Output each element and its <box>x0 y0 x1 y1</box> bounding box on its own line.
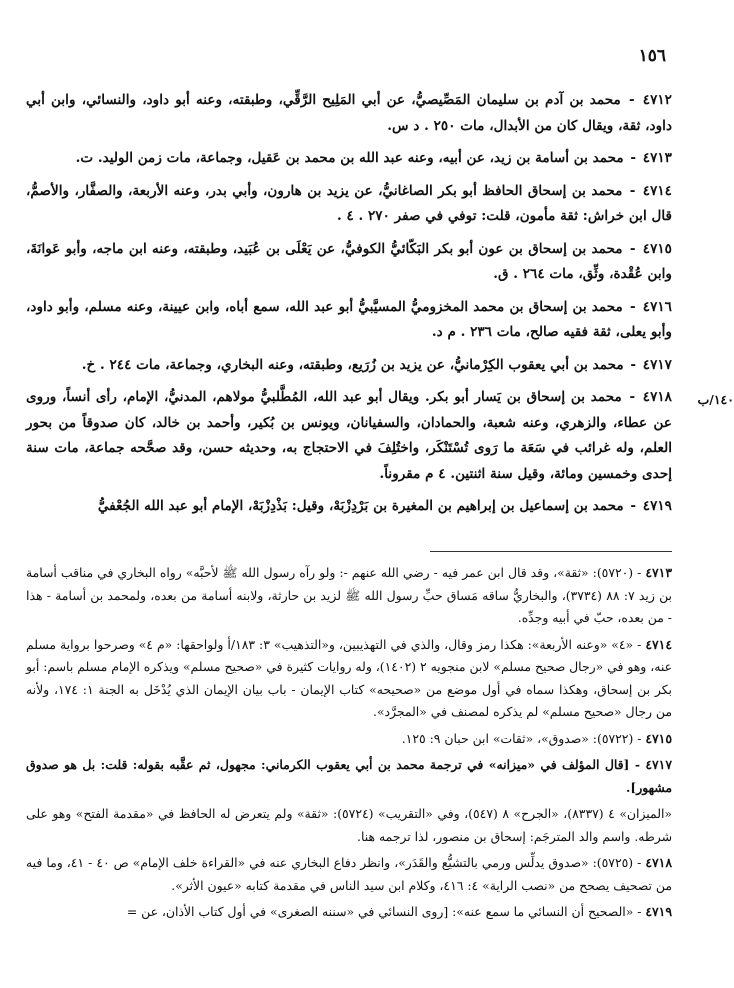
entry-text: محمد بن إسحاق بن يَسار أبو بكر. ويقال أبو عبد الله، المُطَّلبيُّ مولاهم، المدنيُّ، الإمام، رأى أنساً، وروى عن عطاء، والزهري، وعنه شعبة، والحمادان، والسفيانان، ويونس بن بُكير، وأحمد بن خالد، كان صدوقاً من بحور العلم، وله غرائب في سَعَة ما رَوى تُسْتَنْكَر، واختُلِفَ في الاحتجاج به، وحديثه حسن، وقد صحَّحه جماعة، مات سنة إحدى وخمسين ومائة، وقيل سنة اثنتين. ٤ م مقروناً. <box>26 389 672 482</box>
entry-text: محمد بن آدم بن سليمان المَصِّيصيُّ، عن أبي المَلِيح الرَّقِّي، وطبقته، وعنه أبو داود، والنسائي، وابن أبي داود، ثقة، ويقال كان من الأبدال، مات ٢٥٠ . د س. <box>26 92 672 134</box>
entry-dash: - <box>624 182 641 199</box>
footnote-dash: - <box>633 565 646 580</box>
footnote <box>26 634 672 724</box>
footnote-dash: - <box>633 636 646 652</box>
footnotes-list <box>26 562 672 928</box>
entry-dash: - <box>623 389 641 405</box>
entry-number: ٤٧١٧ <box>642 356 672 373</box>
entry <box>26 353 672 379</box>
entry-number: ٤٧١٣ <box>642 150 672 166</box>
footnote <box>26 901 672 924</box>
footnote-number: ٤٧١٥ <box>645 730 672 746</box>
entry-text: محمد بن أسامة بن زيد، عن أبيه، وعنه عبد الله بن محمد بن عَقيل، وجماعة، مات زمن الوليد. ت. <box>75 150 624 166</box>
entry-number: ٤٧١٥ <box>642 240 672 257</box>
entry-number: ٤٧١٤ <box>642 182 672 199</box>
entry-dash: - <box>625 150 641 166</box>
entry <box>26 295 672 346</box>
footnote-number: ٤٧١٤ <box>645 636 672 652</box>
footnote-text: «الميزان» ٤ (٨٣٣٧)، «الجرح» ٨ (٥٤٧)، وفي «التقريب» (٥٧٢٤): «ثقة» ولم يتعرض له الحافظ في «مقدمة الفتح» وهو على شرطه. واسم والد المترجَم: إسحاق بن منصور، لذا ترجمه هنا. <box>26 806 672 844</box>
footnote-dash: - <box>629 757 646 772</box>
entry <box>26 88 672 139</box>
footnote <box>26 562 672 630</box>
entry-text: محمد بن إسحاق بن محمد المخزوميُّ المسيَّبيُّ أبو عبد الله، سمع أباه، وابن عيينة، وعنه مسلم، وأبو داود، وأبو يعلى، ثقة فقيه صالح، مات ٢٣٦ . م د. <box>26 298 672 340</box>
entry <box>26 494 672 520</box>
footnote-text: (٥٧٢٠): «ثقة»، وقد قال ابن عمر فيه - رضي الله عنهم -: ولو رآه رسول الله ﷺ لأحبَّه» رواه البخاري في مناقب أسامة بن زيد ٧: ٨٨ (٣٧٣٤)، والبخاريُّ ساقه مَساق حبِّ رسول الله ﷺ لزيد بن حارثة، ولابنه أسامة من بعده، ولمحمد بن أسامة - هذا - من بعده، حبّ في أبيه وجدِّه. <box>26 565 672 625</box>
footnote <box>26 728 672 751</box>
footnote-text: «الصحيح أن النسائي ما سمع عنه»: [روى النسائي في «سننه الصغرى» في أول كتاب الأذان، عن = <box>126 904 634 919</box>
footnote <box>26 754 672 799</box>
entry-dash: - <box>625 498 641 514</box>
footnote-text: [قال المؤلف في «ميزانه» في ترجمة محمد بن أبي يعقوب الكرماني: مجهول، ثم عقَّبه بقوله: قلت: بل هو صدوق مشهور]. <box>26 757 672 795</box>
entry-number: ٤٧١٩ <box>642 498 672 514</box>
entry-dash: - <box>625 356 641 373</box>
footnote-number: ٤٧١٩ <box>645 904 672 919</box>
footnote-number: ٤٧١٣ <box>645 565 672 580</box>
footnote-text: «٤» «وعنه الأربعة»: هكذا رمز وقال، والذي في التهذيبين، و«التذهيب» ٣: ١٨٣/أ ولواحقها: «م ٤» وصرحوا برواية مسلم عنه، وهو في «رجال صحيح مسلم» لابن منجويه ٢ (١٤٠٢)، وله روايات كثيرة في «صحيح مسلم» ويذكره الإمام مسلم باسم: أبو بكر بن إسحاق، وهكذا سماه في أول موضع من «صحيحه» كتاب الإيمان - باب بيان الإيمان الذي يُدْخَل به الجنة ١: ١٧٤، ولأنه من رجال «صحيح مسلم» لم يذكره لمصنف في «المجرَّد». <box>26 636 672 719</box>
entry-dash: - <box>624 298 641 315</box>
entry-dash: - <box>622 92 641 108</box>
manuscript-folio-marker: ١٤٠/ب <box>697 392 734 407</box>
footnote-number: ٤٧١٧ <box>645 757 672 772</box>
entry <box>26 385 734 487</box>
entry <box>26 146 672 172</box>
entry-number: ٤٧١٨ <box>642 389 672 405</box>
page-number: ١٥٦ <box>638 46 666 66</box>
footnote-text: (٥٧٢٥): «صدوق يدلِّس ورمي بالتشيُّع والقَدَر»، وانظر دفاع البخاري عنه في «القراءة خلف الإمام» ص ٤٠ - ٤١، وما فيه من تصحيف يصحح من «نصب الراية» ٤: ٤١٦، وكلام ابن سيد الناس في مقدمة كتابه «عيون الأثر». <box>26 855 672 893</box>
footnote-text: (٥٧٢٢): «صدوق»، «ثقات» ابن حبان ٩: ١٢٥. <box>401 730 634 746</box>
entry-text: محمد بن إسماعيل بن إبراهيم بن المغيرة بن بَرْدِزْبَهْ، وقيل: بَذْدِزْبَهْ، الإمام أبو عبد الله الجُعْفيُّ <box>97 498 624 514</box>
footnote-divider <box>430 551 672 552</box>
entry <box>26 179 672 230</box>
footnote-dash: - <box>633 730 646 746</box>
footnote <box>26 803 672 848</box>
entry <box>26 237 672 288</box>
footnote-number: ٤٧١٨ <box>645 855 672 870</box>
entry-text: محمد بن إسحاق بن عون أبو بكر البَكّائيُّ الكوفيُّ، عن يَعْلَى بن عُبَيد، وطبقته، وعنه ابن ماجه، وأبو عَوانَةَ، وابن عُقْدة، وثِّق، مات ٢٦٤ . ق. <box>26 240 672 282</box>
footnote-dash: - <box>633 904 646 919</box>
entry-text: محمد بن أبي يعقوب الكِرْمانيُّ، عن يزيد بن زُرَيع، وطبقته، وعنه البخاري، وجماعة، مات ٢٤٤ . خ. <box>81 356 624 373</box>
entry-dash: - <box>624 240 641 257</box>
footnote-dash: - <box>633 855 646 870</box>
footnote <box>26 852 672 897</box>
entry-text: محمد بن إسحاق الحافظ أبو بكر الصاغانيُّ، عن يزيد بن هارون، وأبي بدر، وعنه الأربعة، والصفَّار، والأصمُّ، قال ابن خراش: ثقة مأمون، قلت: توفي في صفر ٢٧٠ . ٤ . <box>26 182 672 224</box>
entry-number: ٤٧١٢ <box>642 92 672 108</box>
entry-number: ٤٧١٦ <box>642 298 672 315</box>
entries-list <box>26 88 734 527</box>
